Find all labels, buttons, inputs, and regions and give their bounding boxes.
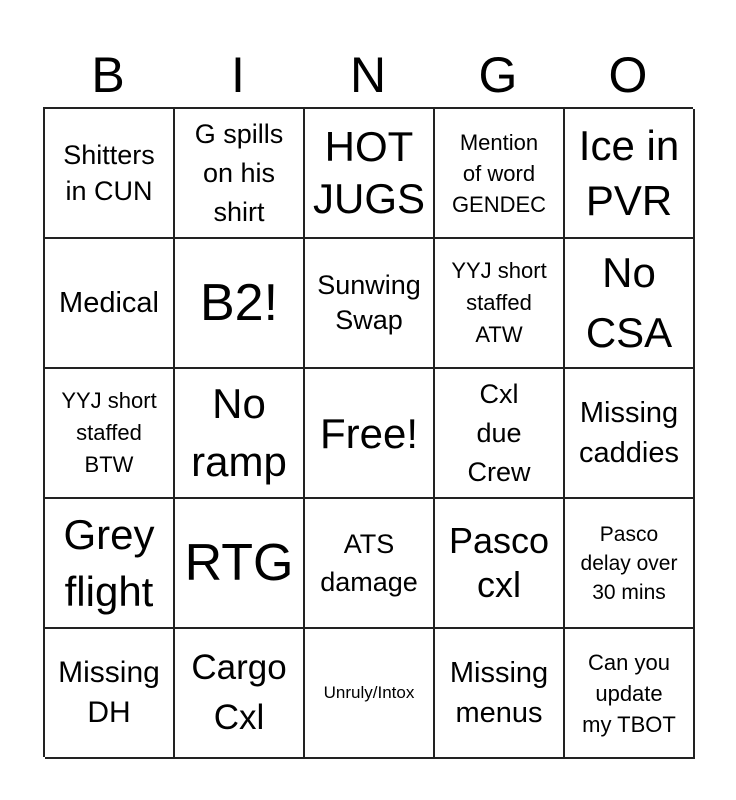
- cell-text: G spills on his shirt: [194, 118, 284, 227]
- cell-text: Missing DH: [58, 656, 160, 729]
- header-letter-i: I: [231, 47, 245, 103]
- bingo-cell-r3-c3[interactable]: [305, 369, 435, 499]
- bingo-cell-r3-c2[interactable]: [175, 369, 305, 499]
- cell-text: Mention of word GENDEC: [451, 129, 547, 217]
- cell-text: Missing menus: [449, 657, 549, 729]
- cell-text: Medical: [59, 287, 159, 319]
- cell-text: Pasco delay over 30 mins: [580, 522, 678, 604]
- header-letter-b: B: [91, 47, 125, 103]
- bingo-cell-r5-c1[interactable]: [45, 629, 175, 759]
- bingo-cell-r4-c3[interactable]: [305, 499, 435, 629]
- cell-text: Cargo Cxl: [191, 648, 287, 737]
- bingo-cell-r1-c3[interactable]: [305, 109, 435, 239]
- bingo-cell-r5-c5[interactable]: [565, 629, 695, 759]
- bingo-cell-r4-c5[interactable]: [565, 499, 695, 629]
- cell-text: Cxl due Crew: [467, 378, 531, 487]
- header-letter-o: O: [608, 47, 648, 103]
- bingo-cell-r3-c4[interactable]: [435, 369, 565, 499]
- bingo-cell-r4-c2[interactable]: [175, 499, 305, 629]
- cell-text: RTG: [184, 534, 294, 592]
- bingo-cell-r2-c5[interactable]: [565, 239, 695, 369]
- cell-text: Ice in PVR: [578, 122, 680, 224]
- bingo-cell-r1-c4[interactable]: [435, 109, 565, 239]
- cell-text: Sunwing Swap: [317, 270, 421, 335]
- bingo-cell-r1-c2[interactable]: [175, 109, 305, 239]
- cell-text: ATS damage: [320, 529, 418, 597]
- cell-text: YYJ short staffed BTW: [61, 388, 157, 477]
- cell-text: Can you update my TBOT: [582, 649, 676, 737]
- bingo-cell-r3-c1[interactable]: [45, 369, 175, 499]
- bingo-header: [43, 42, 693, 108]
- cell-text: Free!: [319, 409, 419, 457]
- cell-text: YYJ short staffed ATW: [451, 258, 547, 347]
- bingo-cell-r2-c2[interactable]: [175, 239, 305, 369]
- cell-text: Unruly/Intox: [323, 683, 415, 702]
- cell-text: B2!: [199, 274, 279, 332]
- bingo-cell-r3-c5[interactable]: [565, 369, 695, 499]
- bingo-cell-r2-c4[interactable]: [435, 239, 565, 369]
- cell-text: No ramp: [191, 380, 287, 485]
- bingo-card-grid: [43, 107, 693, 757]
- bingo-cell-r5-c3[interactable]: [305, 629, 435, 759]
- bingo-cell-r2-c3[interactable]: [305, 239, 435, 369]
- header-letter-n: N: [349, 47, 387, 103]
- bingo-cell-r1-c5[interactable]: [565, 109, 695, 239]
- cell-text: Shitters in CUN: [63, 140, 155, 206]
- header-letter-g: G: [478, 47, 518, 103]
- bingo-cell-r5-c4[interactable]: [435, 629, 565, 759]
- bingo-cell-r4-c1[interactable]: [45, 499, 175, 629]
- bingo-cell-r5-c2[interactable]: [175, 629, 305, 759]
- cell-text: HOT JUGS: [312, 123, 425, 222]
- cell-text: Grey flight: [63, 511, 155, 615]
- bingo-cell-r2-c1[interactable]: [45, 239, 175, 369]
- cell-text: Pasco cxl: [448, 520, 550, 605]
- cell-text: No CSA: [585, 249, 673, 356]
- bingo-cell-r1-c1[interactable]: [45, 109, 175, 239]
- cell-text: Missing caddies: [579, 397, 679, 469]
- bingo-cell-r4-c4[interactable]: [435, 499, 565, 629]
